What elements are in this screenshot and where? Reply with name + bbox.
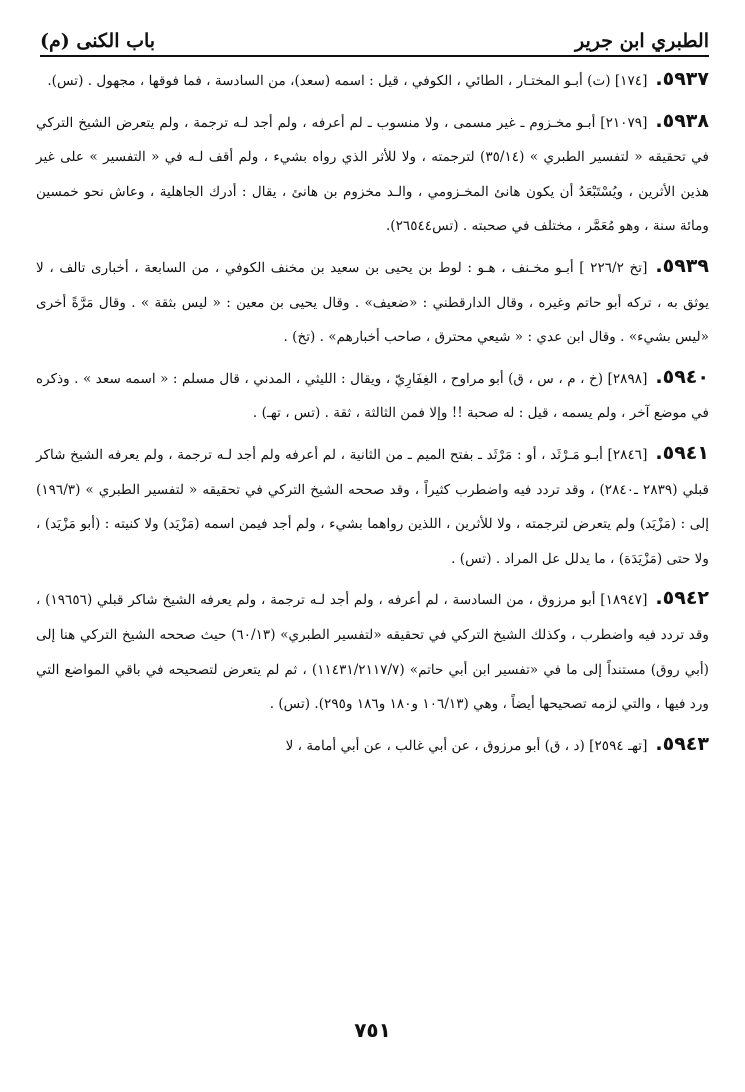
- entry-text: [١٧٤] (ت) أبـو المختـار ، الطائي ، الكوفي ، قيل : اسمه (سعد)، من السادسة ، فما فوقها ، مجهول . (تس).: [47, 73, 648, 89]
- entry-number: ٥٩٤٢.: [655, 587, 710, 610]
- page-body: [36, 62, 709, 1022]
- page-number: ٧٥١: [354, 1018, 391, 1042]
- header-rule: [40, 55, 709, 57]
- entry-number: ٥٩٣٧.: [655, 68, 709, 90]
- entry-text: [٢٨٤٦] أبـو مَـرْثَد ، أو : مَرْثَد ـ بفتح الميم ـ من الثانية ، لم أعرفه ولم أجد لـه ترجمة ، ولم يعرفه الشيخ شاكر قبلي (٢٨٣٩ ـ٢٨٤٠) ، وقد تردد فيه واضطرب كثيراً ، وقد صححه الشيخ التركي في تحقيقه « لتفسير الطبري » (١٩٦/٣) إلى : (مَزْيَد) ولم يتعرض لترجمته ، ولا للأثرين ، اللذين رواهما بشيء ، ولم أجد فيمن اسمه (مَزْيَد) ولا كنيته : (أبو مَزْيَد) ، ولا حتى (مَزْيَدَة) ، ما يدلل عل المراد . (تس) .: [36, 446, 710, 567]
- entry-text: [تخ ٢٢٦/٢ ] أبـو مخـنف ، هـو : لوط بن يحيى بن سعيد بن مخنف الكوفي ، من السابعة ، أخبارى تالف ، لا يوثق به ، تركه أبو حاتم وغيره ، وقال الدارقطني : «ضعيف» . وقال يحيى بن معين : « ليس بثقة » . وقال مَرَّةً أخرى «ليس بشيء» . وقال ابن عدي : « شيعي محترق ، صاحب أخبارهم» . (تخ) .: [36, 259, 709, 346]
- entry-number: ٥٩٤٣.: [655, 732, 709, 755]
- entry-text: [تهـ ٢٥٩٤] (د ، ق) أبو مرزوق ، عن أبي غالب ، عن أبي أمامة ، لا: [285, 737, 648, 754]
- entry-number: ٥٩٣٨.: [655, 109, 709, 132]
- entry-5937: [36, 62, 709, 99]
- header-right-title: الطبري ابن جرير: [574, 30, 709, 52]
- entry-5941: [36, 436, 709, 576]
- entry-5940: [36, 360, 709, 431]
- entry-5938: [36, 104, 709, 244]
- entry-number: ٥٩٤٠.: [655, 365, 709, 388]
- entry-text: [٢٨٩٨] (خ ، م ، س ، ق) أبو مراوح ، الغِفَارِيّ ، ويقال : الليثي ، المدني ، قال مسلم : « اسمه سعد » . وذكره في موضع آخر ، ولم يسمه ، قيل : له صحبة !! وإلا فمن الثالثة ، ثقة . (تس ، تهـ) .: [36, 370, 709, 422]
- entry-5943: [36, 727, 709, 764]
- entry-number: ٥٩٣٩.: [655, 254, 709, 277]
- entry-number: ٥٩٤١.: [655, 441, 709, 464]
- header-left-title: باب الكنى (م): [40, 30, 156, 52]
- entry-5942: [36, 581, 709, 721]
- running-header: [40, 16, 709, 52]
- entry-text: [١٨٩٤٧] أبو مرزوق ، من السادسة ، لم أعرفه ، ولم أجد لـه ترجمة ، ولم يعرفه الشيخ شاكر قبلي (١٩٦٥٦) ، وقد تردد فيه واضطرب ، وكذلك الشيخ التركي في تحقيقه «لتفسير الطبري» (٦٠/١٣) حيث صححه الشيخ التركي هنا إلى (أبي روق) مستنداً إلى ما في «تفسير ابن أبي حاتم» (١١٤٣١/٢١١٧/٧) ، ثم لم يتعرض لتصحيحه في باقي المواضع التي ورد فيها ، والتي لزمه تصحيحها أيضاً ، وهي (١٠٦/١٣ و١٨٠ و١٨٦ و٢٩٥). (تس) .: [36, 592, 709, 713]
- entry-text: [٢١٠٧٩] أبـو مخـزوم ـ غير مسمى ، ولا منسوب ـ لم أعرفه ، ولم أجد لـه ترجمة ، ولم يتعرض الشيخ التركي في تحقيقه « لتفسير الطبري » (٣٥/١٤) لترجمته ، ولا للأثر الذي رواه بشيء ، ولم أقف لـه في « التفسير » على غير هذين الأثرين ، ويُسْتَبْعَدُ أن يكون هانئ المخـزومي ، والـد مخزوم بن هانئ ، يقال : أدرك الجاهلية ، وعاش نحو خمسين ومائة سنة ، وهو مُعَمَّر ، مختلف في صحبته . (تس٢٦٥٤٤).: [36, 114, 709, 235]
- entry-5939: [36, 249, 709, 355]
